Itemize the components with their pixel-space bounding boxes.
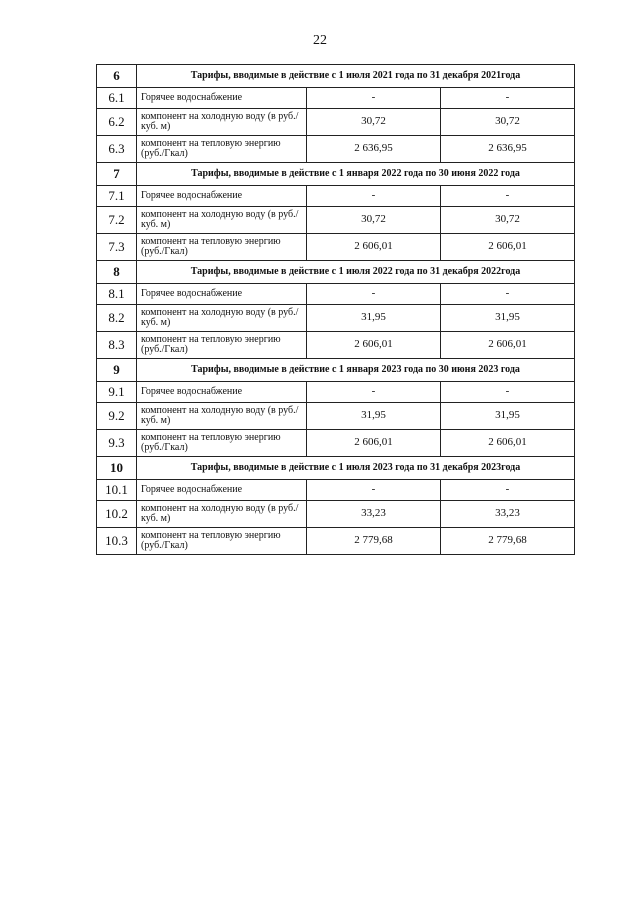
- value-col-2: -: [441, 186, 575, 207]
- value-col-1: 30,72: [307, 207, 441, 234]
- row-number: 8.2: [97, 305, 137, 332]
- table-row: [97, 403, 575, 430]
- row-label: компонент на тепловую энергию (руб./Гкал): [137, 136, 307, 163]
- row-number: 10.3: [97, 528, 137, 555]
- row-number: 6.3: [97, 136, 137, 163]
- table-row: [97, 305, 575, 332]
- tariff-table-body: [97, 65, 575, 555]
- table-row: [97, 109, 575, 136]
- value-col-1: 31,95: [307, 403, 441, 430]
- value-col-2: 2 636,95: [441, 136, 575, 163]
- row-number: 8.1: [97, 284, 137, 305]
- row-label: Горячее водоснабжение: [137, 382, 307, 403]
- row-label: компонент на тепловую энергию (руб./Гкал): [137, 430, 307, 457]
- table-row: [97, 234, 575, 261]
- value-col-1: -: [307, 186, 441, 207]
- row-number: 9.3: [97, 430, 137, 457]
- value-col-2: 31,95: [441, 403, 575, 430]
- row-label: компонент на холодную воду (в руб./куб. м): [137, 501, 307, 528]
- section-number: 9: [97, 359, 137, 382]
- section-title: Тарифы, вводимые в действие с 1 января 2022 года по 30 июня 2022 года: [137, 163, 575, 186]
- value-col-1: -: [307, 382, 441, 403]
- value-col-2: 30,72: [441, 109, 575, 136]
- section-number: 6: [97, 65, 137, 88]
- value-col-1: 30,72: [307, 109, 441, 136]
- row-label: компонент на тепловую энергию (руб./Гкал): [137, 234, 307, 261]
- row-number: 8.3: [97, 332, 137, 359]
- section-title: Тарифы, вводимые в действие с 1 июля 2023 года по 31 декабря 2023года: [137, 457, 575, 480]
- value-col-1: -: [307, 88, 441, 109]
- section-title: Тарифы, вводимые в действие с 1 июля 2021 года по 31 декабря 2021года: [137, 65, 575, 88]
- section-number: 10: [97, 457, 137, 480]
- row-number: 6.1: [97, 88, 137, 109]
- row-number: 7.1: [97, 186, 137, 207]
- row-number: 9.1: [97, 382, 137, 403]
- value-col-2: 30,72: [441, 207, 575, 234]
- value-col-1: 2 606,01: [307, 430, 441, 457]
- page-number: 22: [313, 33, 327, 48]
- row-label: компонент на холодную воду (в руб./куб. м): [137, 403, 307, 430]
- value-col-1: 31,95: [307, 305, 441, 332]
- value-col-1: 2 636,95: [307, 136, 441, 163]
- value-col-2: 33,23: [441, 501, 575, 528]
- row-label: Горячее водоснабжение: [137, 186, 307, 207]
- value-col-2: 2 779,68: [441, 528, 575, 555]
- section-number: 8: [97, 261, 137, 284]
- table-row: [97, 501, 575, 528]
- row-label: компонент на холодную воду (в руб./куб. м): [137, 109, 307, 136]
- value-col-1: 33,23: [307, 501, 441, 528]
- row-label: компонент на тепловую энергию (руб./Гкал): [137, 528, 307, 555]
- section-header-row: [97, 261, 575, 284]
- section-header-row: [97, 163, 575, 186]
- value-col-2: 2 606,01: [441, 430, 575, 457]
- section-header-row: [97, 65, 575, 88]
- value-col-2: -: [441, 88, 575, 109]
- row-number: 10.2: [97, 501, 137, 528]
- row-number: 9.2: [97, 403, 137, 430]
- row-label: компонент на тепловую энергию (руб./Гкал): [137, 332, 307, 359]
- table-row: [97, 430, 575, 457]
- section-title: Тарифы, вводимые в действие с 1 января 2023 года по 30 июня 2023 года: [137, 359, 575, 382]
- row-label: Горячее водоснабжение: [137, 88, 307, 109]
- table-row: [97, 382, 575, 403]
- section-header-row: [97, 457, 575, 480]
- table-row: [97, 207, 575, 234]
- table-row: [97, 528, 575, 555]
- value-col-1: -: [307, 480, 441, 501]
- row-label: Горячее водоснабжение: [137, 284, 307, 305]
- value-col-1: 2 779,68: [307, 528, 441, 555]
- section-number: 7: [97, 163, 137, 186]
- row-number: 7.3: [97, 234, 137, 261]
- table-row: [97, 480, 575, 501]
- row-number: 7.2: [97, 207, 137, 234]
- section-title: Тарифы, вводимые в действие с 1 июля 2022 года по 31 декабря 2022года: [137, 261, 575, 284]
- table-row: [97, 88, 575, 109]
- row-number: 10.1: [97, 480, 137, 501]
- section-header-row: [97, 359, 575, 382]
- value-col-2: -: [441, 382, 575, 403]
- value-col-1: 2 606,01: [307, 332, 441, 359]
- table-row: [97, 136, 575, 163]
- value-col-1: -: [307, 284, 441, 305]
- value-col-2: 2 606,01: [441, 234, 575, 261]
- row-label: компонент на холодную воду (в руб./куб. м): [137, 207, 307, 234]
- table-row: [97, 332, 575, 359]
- tariff-table: [96, 64, 575, 555]
- value-col-2: 31,95: [441, 305, 575, 332]
- table-row: [97, 186, 575, 207]
- row-number: 6.2: [97, 109, 137, 136]
- row-label: компонент на холодную воду (в руб./куб. м): [137, 305, 307, 332]
- table-row: [97, 284, 575, 305]
- value-col-2: 2 606,01: [441, 332, 575, 359]
- value-col-2: -: [441, 284, 575, 305]
- value-col-1: 2 606,01: [307, 234, 441, 261]
- value-col-2: -: [441, 480, 575, 501]
- row-label: Горячее водоснабжение: [137, 480, 307, 501]
